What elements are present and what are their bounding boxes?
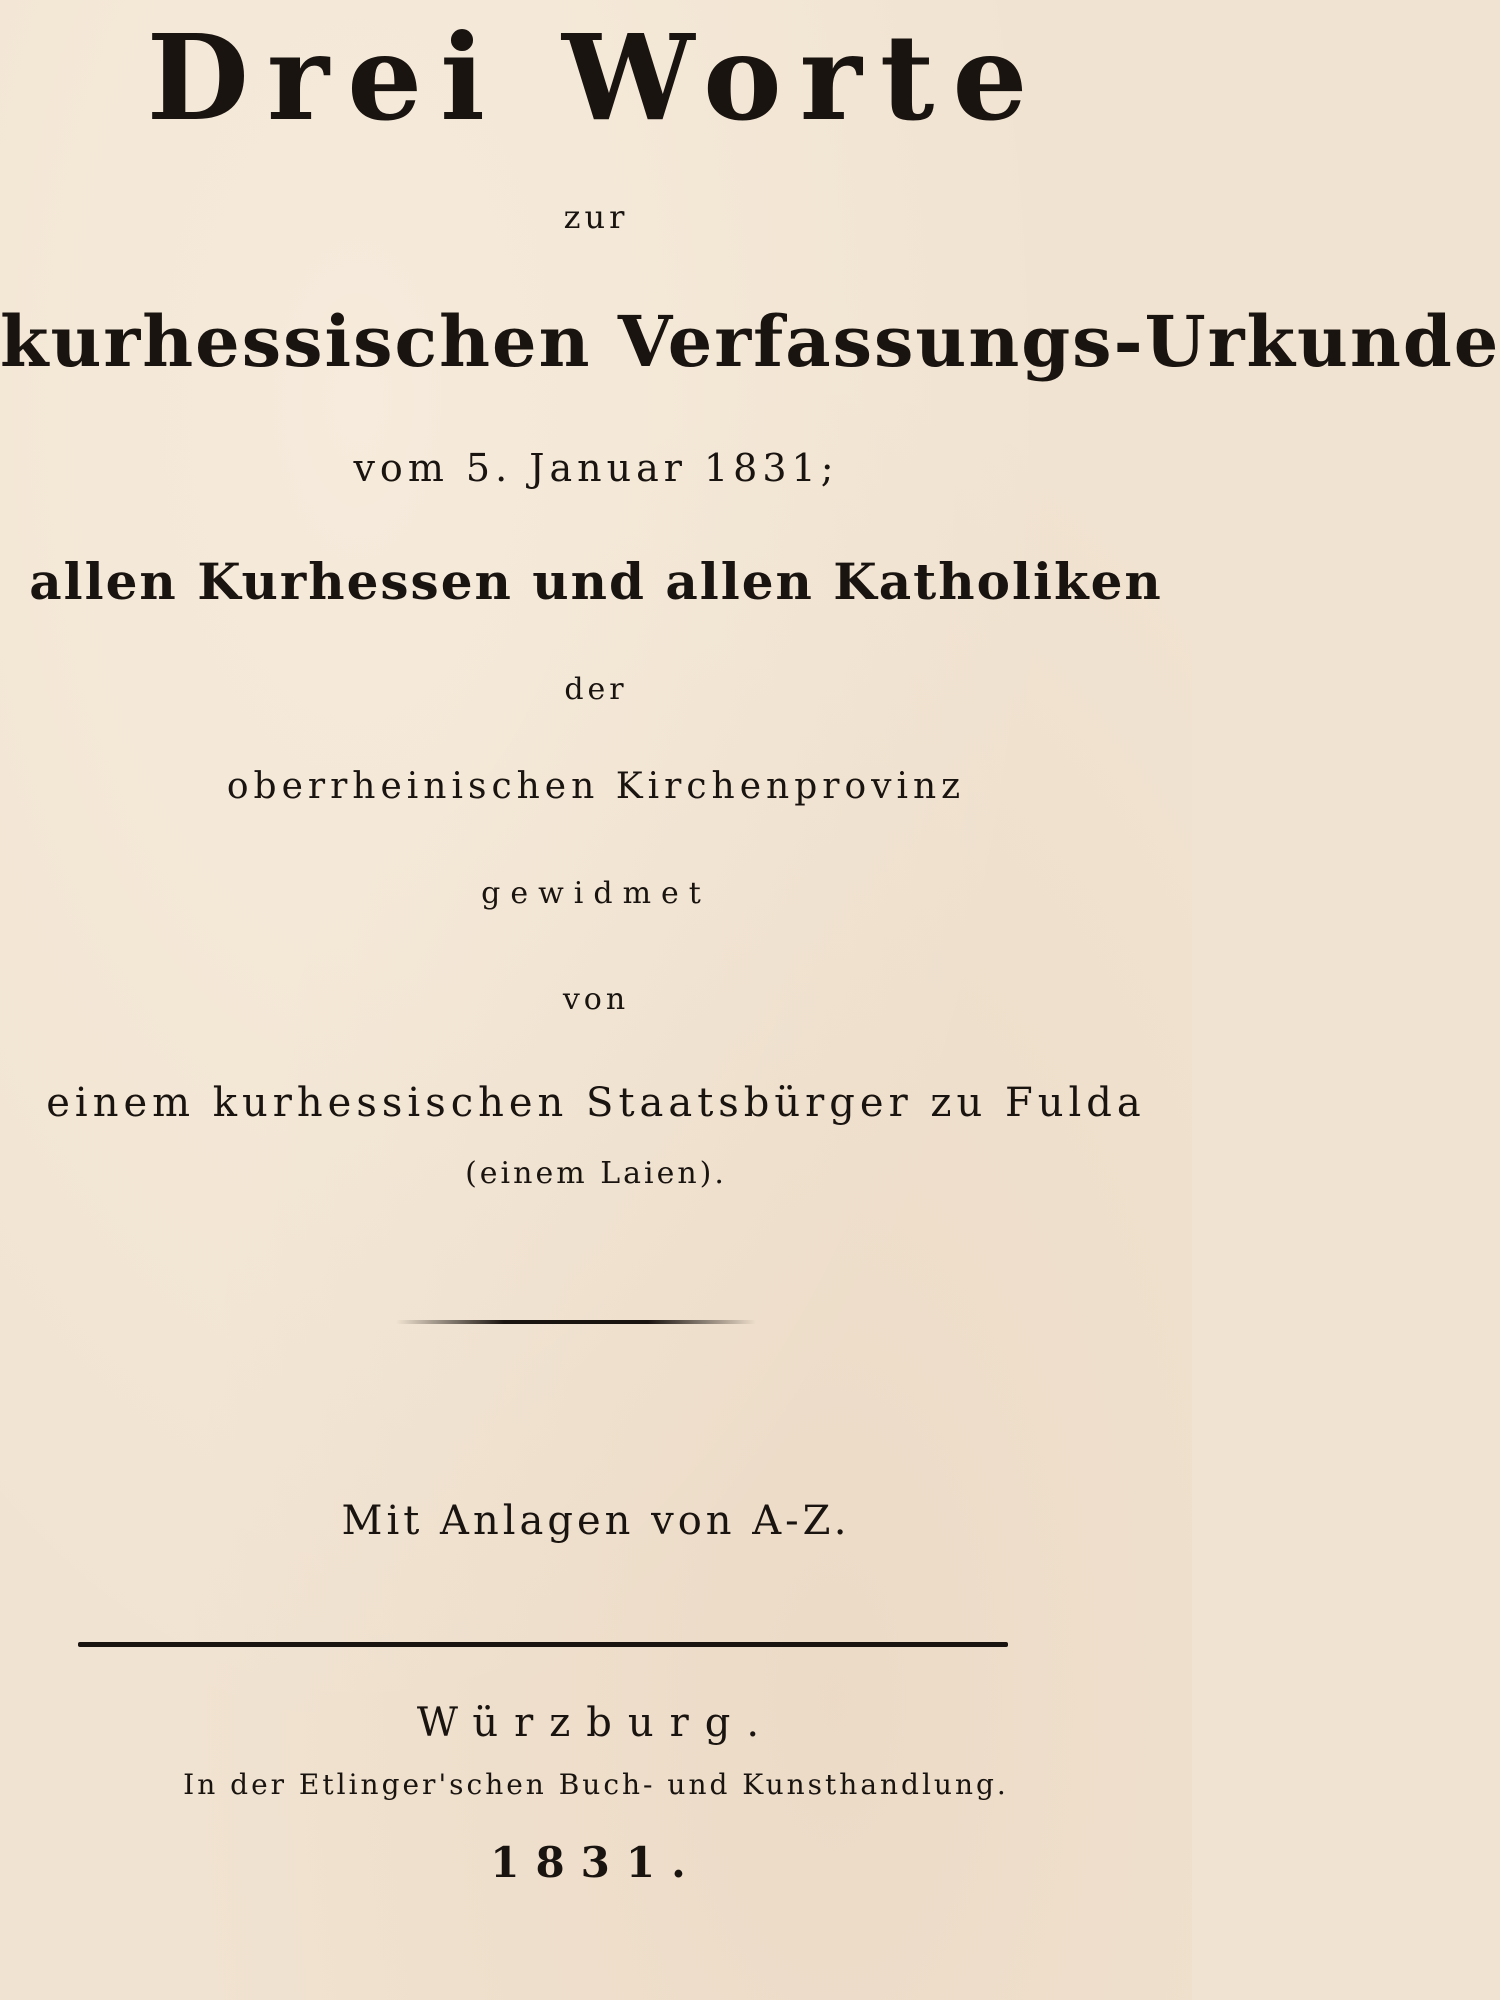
imprint-year: 1831. [490, 1838, 702, 1887]
date-line: vom 5. Januar 1831; [353, 446, 839, 490]
dedication-line: allen Kurhessen und allen Katholiken [29, 552, 1163, 611]
preposition-von: von [562, 982, 630, 1017]
decorative-rule-long [78, 1642, 1008, 1647]
annex-line: Mit Anlagen von A-Z. [341, 1498, 851, 1544]
imprint-publisher: In der Etlinger'schen Buch- und Kunsthandlung. [183, 1768, 1009, 1801]
church-province-line: oberrheinischen Kirchenprovinz [226, 766, 966, 807]
imprint-city: Würzburg. [416, 1700, 776, 1746]
decorative-rule-short [396, 1320, 756, 1324]
author-line: einem kurhessischen Staatsbürger zu Fulda [46, 1080, 1146, 1126]
preposition-zur: zur [563, 198, 629, 236]
subject-line: kurhessischen Verfassungs-Urkunde [0, 300, 1500, 383]
article-der: der [564, 672, 628, 707]
author-note: (einem Laien). [465, 1156, 727, 1191]
dedicated-line: gewidmet [481, 876, 711, 911]
book-title: Drei Worte [146, 8, 1046, 147]
